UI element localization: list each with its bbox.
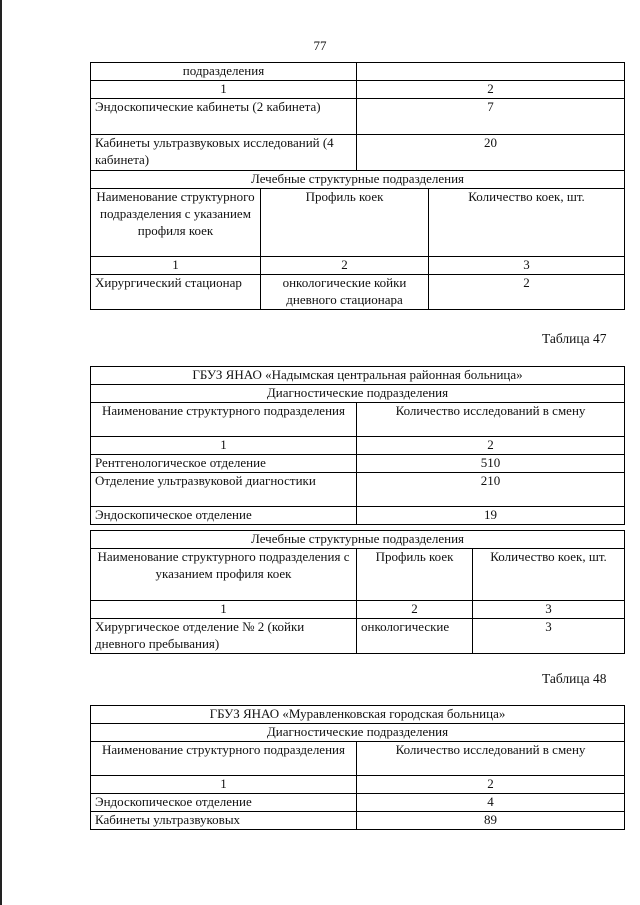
table-row: [91, 618, 625, 653]
table-row: [91, 706, 625, 724]
section-title: Лечебные структурные подразделения: [91, 171, 625, 189]
table-row: [91, 134, 625, 170]
header-cell: Наименование структурного подразделения с указанием профиля коек: [91, 548, 357, 600]
table-47-treatment: [90, 530, 625, 654]
number-cell: 1: [91, 436, 357, 454]
table-row: [91, 454, 625, 472]
name-cell: Эндоскопические кабинеты (2 кабинета): [91, 98, 357, 134]
scan-edge: [0, 0, 2, 905]
number-cell: 3: [473, 600, 625, 618]
number-cell: 1: [91, 257, 261, 275]
number-cell: 1: [91, 775, 357, 793]
header-cell: подразделения: [91, 63, 357, 81]
table-47-caption: Таблица 47: [542, 331, 607, 346]
number-cell: 2: [357, 775, 625, 793]
section-title: Диагностические подразделения: [91, 385, 625, 403]
section-title: Лечебные структурные подразделения: [91, 531, 625, 549]
table-row: [91, 63, 625, 81]
table-47-diagnostic: [90, 366, 625, 525]
number-cell: 2: [357, 80, 625, 98]
name-cell: Хирургическое отделение № 2 (койки дневного пребывания): [91, 618, 357, 653]
table-row: [91, 600, 625, 618]
table-row: [91, 274, 625, 309]
table-row: [91, 436, 625, 454]
continuation-table: [90, 62, 625, 171]
header-cell: Наименование структурного подразделения: [91, 402, 357, 436]
value-cell: 19: [357, 506, 625, 524]
header-cell: Количество исследований в смену: [357, 741, 625, 775]
table-row: [91, 98, 625, 134]
value-cell: 4: [357, 793, 625, 811]
org-title: ГБУЗ ЯНАО «Муравленковская городская больница»: [91, 706, 625, 724]
page-number: 77: [313, 38, 327, 53]
table-row: [91, 472, 625, 506]
table-row: [91, 775, 625, 793]
table-row: [91, 548, 625, 600]
name-cell: Отделение ультразвуковой диагностики: [91, 472, 357, 506]
table-row: [91, 793, 625, 811]
header-cell: [357, 63, 625, 81]
profile-cell: онкологические койки дневного стационара: [261, 274, 429, 309]
count-cell: 3: [473, 618, 625, 653]
header-cell: Профиль коек: [261, 189, 429, 257]
continuation-treatment-table: [90, 170, 625, 310]
number-cell: 1: [91, 600, 357, 618]
name-cell: Рентгенологическое отделение: [91, 454, 357, 472]
table-row: [91, 189, 625, 257]
table-row: [91, 506, 625, 524]
header-cell: Профиль коек: [357, 548, 473, 600]
table-row: [91, 385, 625, 403]
table-row: [91, 171, 625, 189]
table-48-caption: Таблица 48: [542, 671, 607, 686]
header-cell: Наименование структурного подразделения с указанием профиля коек: [91, 189, 261, 257]
name-cell: Эндоскопическое отделение: [91, 506, 357, 524]
value-cell: 20: [357, 134, 625, 170]
number-cell: 2: [357, 600, 473, 618]
table-row: [91, 724, 625, 742]
name-cell: Кабинеты ультразвуковых исследований (4 кабинета): [91, 134, 357, 170]
number-cell: 2: [261, 257, 429, 275]
table-row: [91, 367, 625, 385]
table-row: [91, 80, 625, 98]
number-cell: 2: [357, 436, 625, 454]
table-row: [91, 531, 625, 549]
header-cell: Количество коек, шт.: [473, 548, 625, 600]
table-row: [91, 811, 625, 829]
value-cell: 89: [357, 811, 625, 829]
number-cell: 1: [91, 80, 357, 98]
name-cell: Хирургический стационар: [91, 274, 261, 309]
table-row: [91, 741, 625, 775]
value-cell: 510: [357, 454, 625, 472]
count-cell: 2: [429, 274, 625, 309]
header-cell: Количество коек, шт.: [429, 189, 625, 257]
org-title: ГБУЗ ЯНАО «Надымская центральная районная больница»: [91, 367, 625, 385]
table-row: [91, 402, 625, 436]
header-cell: Количество исследований в смену: [357, 402, 625, 436]
table-48-diagnostic: [90, 705, 625, 830]
number-cell: 3: [429, 257, 625, 275]
section-title: Диагностические подразделения: [91, 724, 625, 742]
name-cell: Кабинеты ультразвуковых: [91, 811, 357, 829]
value-cell: 210: [357, 472, 625, 506]
table-row: [91, 257, 625, 275]
value-cell: 7: [357, 98, 625, 134]
profile-cell: онкологические: [357, 618, 473, 653]
name-cell: Эндоскопическое отделение: [91, 793, 357, 811]
header-cell: Наименование структурного подразделения: [91, 741, 357, 775]
